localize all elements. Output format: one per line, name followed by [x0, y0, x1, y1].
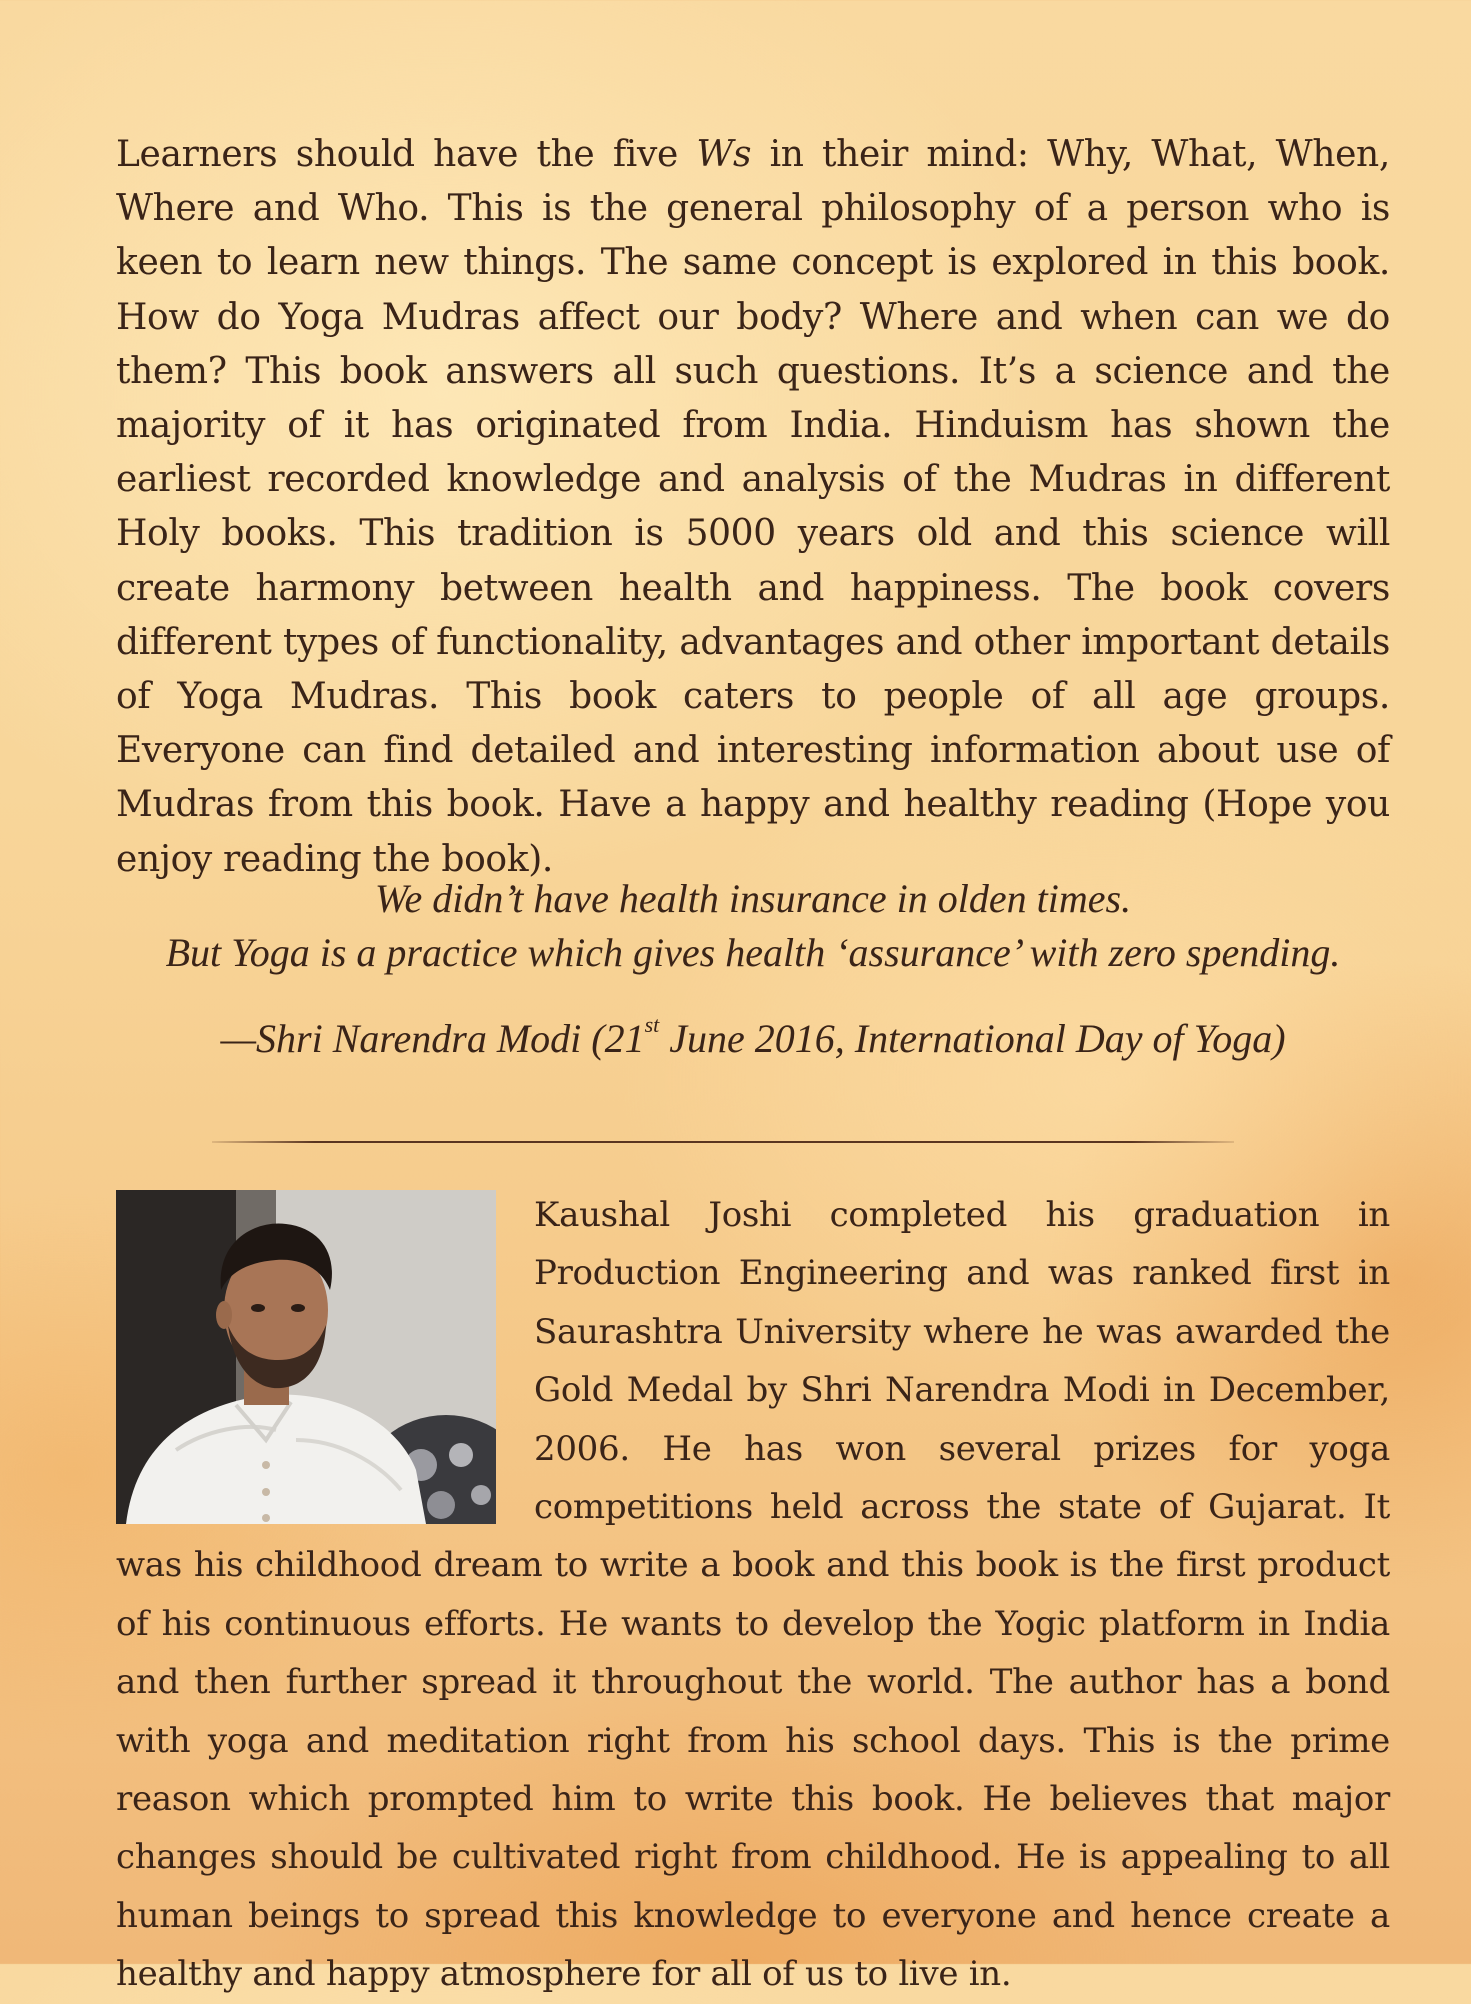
intro-text-part2: in their mind: Why, What, When, Where and Who. This is the general philosophy of a person who is keen to learn new things. The same concept is explored in this book. How do Yoga Mudras affect our body? Where and when can we do them? This book answers all such questions. It’s a science and the majority of it has originated from India. Hinduism has shown the earliest recorded knowledge and analysis of the Mudras in different Holy books. This tradition is 5000 years old and this science will create harmony between health and happiness. The book covers different types of functionality, advantages and other important details of Yoga Mudras. This book caters to people of all age groups. Everyone can find detailed and interesting information about use of Mudras from this book. Have a happy and healthy reading (Hope you enjoy reading the book).: [116, 134, 1390, 880]
quote-line-1: We didn’t have health insurance in olden times.: [374, 876, 1132, 921]
attribution-prefix: —Shri Narendra Modi (21: [220, 1016, 645, 1061]
attribution-suffix: June 2016, International Day of Yoga): [659, 1016, 1286, 1061]
quote-attribution: [116, 1012, 1390, 1066]
section-divider: [212, 1141, 1234, 1143]
author-bio: [116, 1186, 1390, 2004]
quote-line-2: But Yoga is a practice which gives health ‘assurance’ with zero spending.: [165, 930, 1341, 975]
intro-emphasis: Ws: [696, 134, 752, 175]
attribution-superscript: st: [644, 1012, 660, 1038]
intro-text-part1: Learners should have the five: [116, 134, 697, 175]
quote-block: [116, 872, 1390, 980]
bio-text: Kaushal Joshi completed his graduation in Production Engineering and was ranked first in Saurashtra University where he was awarded the Gold Medal by Shri Narendra Modi in December, 2006. He has won several prizes for yoga competitions held across the state of Gujarat. It was his childhood dream to write a book and this book is the first product of his continuous efforts. He wants to develop the Yogic platform in India and then further spread it throughout the world. The author has a bond with yoga and meditation right from his school days. This is the prime reason which prompted him to write this book. He believes that major changes should be cultivated right from childhood. He is appealing to all human beings to spread this knowledge to everyone and hence create a healthy and happy atmosphere for all of us to live in.: [116, 1195, 1390, 1995]
author-photo: [116, 1190, 496, 1524]
intro-paragraph: [116, 128, 1390, 887]
